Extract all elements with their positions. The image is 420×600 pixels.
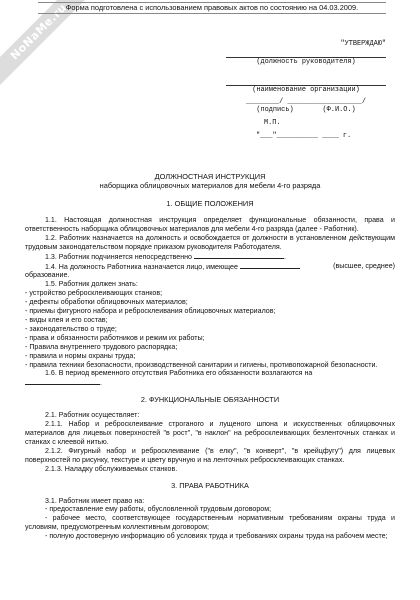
- paragraph-2-1: 2.1. Работник осуществляет:: [45, 411, 140, 420]
- list-item: - законодательство о труде;: [25, 324, 117, 333]
- paragraph-2-1-1: 2.1.1. Набор и ребросклеивание строганого и лущеного шпона и искусственных облицовочных материалов для лицевых поверхностей "в рост", "в наклон" на ребросклеивающих безленточных станках и станках с клеевой нитью.: [25, 420, 395, 446]
- paragraph-3-1: 3.1. Работник имеет право на:: [45, 496, 145, 505]
- paragraph-2-1-2: 2.1.2. Фигурный набор и ребросклеивание ("в елку", "в конверт", "в крейцфугу") для лицевых поверхностей по рисунку, текстуре и цвету вручную и на ленточных ребросклеивающих станках.: [25, 446, 395, 464]
- date-line: "___"__________ ____ г.: [256, 132, 352, 140]
- paragraph-1-4-edu: (высшее, среднее): [333, 261, 395, 270]
- top-note: Форма подготовлена с использованием правовых актов по состоянию на 04.03.2009.: [38, 2, 386, 14]
- seal: М.П.: [264, 119, 281, 127]
- section-2-heading: 2. ФУНКЦИОНАЛЬНЫЕ ОБЯЗАННОСТИ: [140, 395, 280, 405]
- org-line: [226, 76, 386, 86]
- paragraph-1-5: 1.5. Работник должен знать:: [45, 280, 138, 289]
- list-item: - предоставление ему работы, обусловленной трудовым договором;: [45, 505, 272, 514]
- doc-subtitle: наборщика облицовочных материалов для мебели 4-го разряда: [99, 181, 321, 190]
- list-item: - рабочее место, соответствующее государственным нормативным требованиям охраны труда и условиям, предусмотренным коллективным договором;: [25, 514, 395, 532]
- sign-caption: (подпись) (Ф.И.О.): [256, 106, 356, 114]
- paragraph-1-3: 1.3. Работник подчиняется непосредственно .: [45, 252, 286, 261]
- head-line: [226, 48, 386, 58]
- paragraph-1-3-text: 1.3. Работник подчиняется непосредственно: [45, 252, 193, 261]
- document-body: [25, 216, 395, 541]
- list-item: - правила техники безопасности, производственной санитарии и гигиены, противопожарной безопасности.: [25, 360, 378, 369]
- list-item: - виды клея и его состав;: [25, 315, 108, 324]
- doc-title: ДОЛЖНОСТНАЯ ИНСТРУКЦИЯ: [154, 172, 266, 181]
- fill-blank: [194, 252, 284, 259]
- paragraph-1-2: 1.2. Работник назначается на должность и освобождается от должности в установленном действующим трудовым законодательством порядке приказом руководителя Работодателя.: [25, 233, 395, 251]
- paragraph-1-6: 1.6. В период временного отсутствия Работника его обязанности возлагаются на: [45, 369, 313, 378]
- list-item: - полную достоверную информацию об условиях труда и требованиях охраны труда на рабочем месте;: [45, 532, 388, 541]
- list-item: - дефекты обработки облицовочных материалов;: [25, 298, 188, 307]
- paragraph-1-4-end: образование.: [25, 271, 70, 280]
- paragraph-1-6-line: .: [25, 378, 395, 388]
- org-caption: (наименование организации): [252, 86, 360, 94]
- list-item: - правила и нормы охраны труда;: [25, 351, 136, 360]
- approval-block: [226, 40, 386, 140]
- approved-label: "УТВЕРЖДАЮ": [340, 40, 386, 48]
- list-item: - устройство ребросклеивающих станков;: [25, 289, 163, 298]
- paragraph-2-1-3: 2.1.3. Наладку обслуживаемых станков.: [45, 464, 178, 473]
- fill-blank: [25, 378, 100, 385]
- section-1-heading: 1. ОБЩИЕ ПОЛОЖЕНИЯ: [166, 199, 254, 208]
- paragraph-1-4: [25, 262, 395, 272]
- list-item: - Правила внутреннего трудового распорядка;: [25, 342, 178, 351]
- list-item: - права и обязанности работников и режим их работы;: [25, 333, 205, 342]
- sign-line: ________/ __________________/: [246, 98, 366, 106]
- paragraph-1-4-text: 1.4. На должность Работника назначается лицо, имеющее: [45, 262, 238, 271]
- fill-blank: [240, 262, 300, 269]
- watermark: NoNaMe.ru: [0, 0, 92, 85]
- section-3-heading: 3. ПРАВА РАБОТНИКА: [171, 480, 249, 490]
- list-item: - приемы фигурного набора и ребросклеивания облицовочных материалов;: [25, 307, 276, 316]
- paragraph-1-1: 1.1. Настоящая должностная инструкция определяет функциональные обязанности, права и ответственность наборщика облицовочных материалов для мебели 4-го разряда (далее - Работник).: [25, 216, 395, 233]
- head-caption: (должность руководителя): [256, 58, 356, 66]
